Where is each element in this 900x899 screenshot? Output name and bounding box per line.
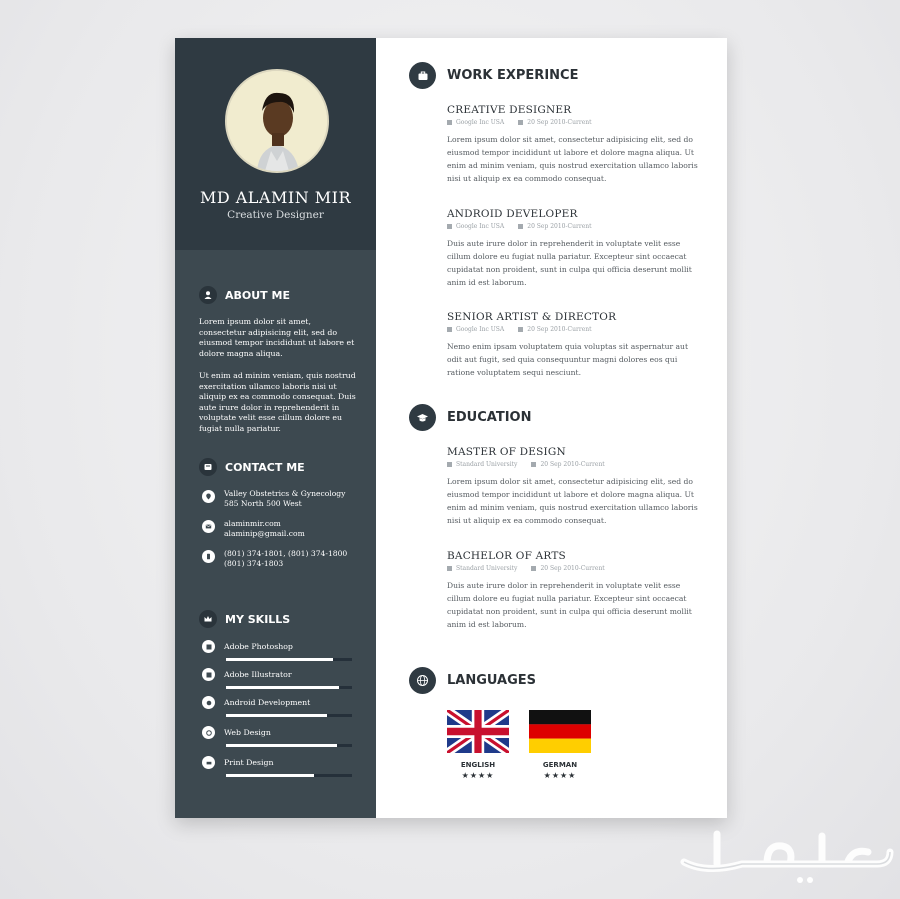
calendar-icon xyxy=(531,462,536,467)
skill-bar-track xyxy=(226,744,352,747)
resume-page xyxy=(175,38,727,818)
contact-address xyxy=(202,489,354,510)
degree-dates: 20 Sep 2010-Current xyxy=(540,461,605,468)
about-heading-label: ABOUT ME xyxy=(225,288,290,302)
job-description: Duis aute irure dolor in reprehenderit in voluptate velit esse cillum dolore eu fugiat nulla pariatur. Excepteur sint occaecat cupidatat non proident, sunt in culpa qui officia deserunt mollit anim id est laborum. xyxy=(447,239,692,287)
calendar-icon xyxy=(518,120,523,125)
haraj-watermark-logo xyxy=(672,822,897,892)
work-heading xyxy=(409,62,578,89)
work-entry xyxy=(447,104,705,185)
job-description: Lorem ipsum dolor sit amet, consectetur adipisicing elit, sed do eiusmod tempor incididunt ut labore et dolore magna aliqua. Ut enim ad minim veniam, quis nostrud exercitation ullamco laboris nisi ut aliquip ex ea commodo consequat. xyxy=(447,135,698,183)
calendar-icon xyxy=(518,327,523,332)
skill-item xyxy=(202,726,353,747)
about-heading xyxy=(199,286,290,304)
education-entry xyxy=(447,446,705,527)
skill-bar-fill xyxy=(226,774,314,777)
id-card-icon xyxy=(199,458,217,476)
profile-role: Creative Designer xyxy=(227,209,324,221)
android-icon xyxy=(202,696,215,709)
degree-description: Duis aute irure dolor in reprehenderit in voluptate velit esse cillum dolore eu fugiat nulla pariatur. Excepteur sint occaecat cupidatat non proident, sunt in culpa qui officia deserunt mollit anim id est laborum. xyxy=(447,581,692,629)
sidebar-profile-panel xyxy=(175,38,376,250)
skill-bar-fill xyxy=(226,744,337,747)
building-icon xyxy=(447,224,452,229)
graduation-cap-icon xyxy=(409,404,436,431)
degree-dates: 20 Sep 2010-Current xyxy=(540,565,605,572)
website-link[interactable]: alaminmir.com xyxy=(224,519,281,528)
institution: Standard University xyxy=(456,461,518,468)
profile-name: MD ALAMIN MIR xyxy=(199,188,352,207)
skills-heading-label: MY SKILLS xyxy=(225,612,291,626)
work-entry xyxy=(447,311,705,379)
skill-label: Web Design xyxy=(224,728,271,737)
user-icon xyxy=(199,286,217,304)
skill-bar-track xyxy=(226,714,352,717)
language-name: GERMAN xyxy=(542,761,578,769)
degree-title: BACHELOR OF ARTS xyxy=(447,550,566,562)
globe-icon xyxy=(202,726,215,739)
globe-icon xyxy=(409,667,436,694)
building-icon xyxy=(447,120,452,125)
calendar-icon xyxy=(518,224,523,229)
institution: Standard University xyxy=(456,565,518,572)
job-description: Nemo enim ipsam voluptatem quia voluptas sit aspernatur aut odit aut fugit, sed quia consequuntur magni dolores eos qui ratione voluptatem sequi nesciunt. xyxy=(447,342,688,377)
skill-item xyxy=(202,756,353,777)
skill-bar-fill xyxy=(226,714,327,717)
skill-bar-fill xyxy=(226,686,339,689)
education-entry xyxy=(447,550,705,631)
job-dates: 20 Sep 2010-Current xyxy=(527,223,592,230)
employer: Google Inc USA xyxy=(456,326,505,333)
skills-heading xyxy=(199,610,290,628)
profile-photo xyxy=(225,69,329,173)
briefcase-icon xyxy=(409,62,436,89)
language-rating: ★★★★ xyxy=(543,771,577,780)
employer: Google Inc USA xyxy=(456,223,505,230)
skill-bar-track xyxy=(226,686,352,689)
skill-item xyxy=(202,640,353,661)
education-heading-label: EDUCATION xyxy=(447,410,532,425)
skill-item xyxy=(202,668,353,689)
building-icon xyxy=(447,327,452,332)
degree-description: Lorem ipsum dolor sit amet, consectetur adipisicing elit, sed do eiusmod tempor incididunt ut labore et dolore magna aliqua. Ut enim ad minim veniam, quis nostrud exercitation ullamco laboris nisi ut aliquip ex ea commodo consequat. xyxy=(447,477,698,525)
education-heading xyxy=(409,404,531,431)
university-icon xyxy=(447,462,452,467)
skill-label: Adobe Photoshop xyxy=(224,642,293,651)
uk-flag-icon xyxy=(447,710,509,753)
phone-line-1: (801) 374-1801, (801) 374-1800 xyxy=(224,549,348,558)
calendar-icon xyxy=(531,566,536,571)
contact-heading-label: CONTACT ME xyxy=(225,460,305,474)
job-title: SENIOR ARTIST & DIRECTOR xyxy=(447,311,617,323)
about-paragraph-2: Ut enim ad minim veniam, quis nostrud exercitation ullamco laboris nisi ut aliquip ex ea commodo consequat. Duis aute irure dolor in reprehenderit in voluptate velit esse cillum dolore eu fugiat nulla pariatur. xyxy=(199,371,356,433)
skill-bar-track xyxy=(226,658,352,661)
printer-icon xyxy=(202,756,215,769)
language-rating: ★★★★ xyxy=(461,771,495,780)
skill-item xyxy=(202,696,353,717)
job-title: CREATIVE DESIGNER xyxy=(447,104,572,116)
skill-bar-track xyxy=(226,774,352,777)
language-name: ENGLISH xyxy=(460,761,496,769)
skill-bar-fill xyxy=(226,658,333,661)
envelope-icon xyxy=(202,520,215,533)
illustrator-icon xyxy=(202,668,215,681)
university-icon xyxy=(447,566,452,571)
languages-heading-label: LANGUAGES xyxy=(447,673,537,688)
job-dates: 20 Sep 2010-Current xyxy=(527,326,592,333)
contact-phone xyxy=(202,549,354,570)
contact-heading xyxy=(199,458,305,476)
skill-label: Print Design xyxy=(224,758,274,767)
about-paragraph-1: Lorem ipsum dolor sit amet, consectetur adipisicing elit, sed do eiusmod tempor incididunt ut labore et dolore magna aliqua. xyxy=(199,317,355,358)
germany-flag-icon xyxy=(529,710,591,753)
skill-label: Android Development xyxy=(224,698,311,707)
photoshop-icon xyxy=(202,640,215,653)
job-title: ANDROID DEVELOPER xyxy=(447,208,578,220)
phone-icon xyxy=(202,550,215,563)
job-dates: 20 Sep 2010-Current xyxy=(527,119,592,126)
skill-label: Adobe Illustrator xyxy=(224,670,292,679)
degree-title: MASTER OF DESIGN xyxy=(447,446,566,458)
location-pin-icon xyxy=(202,490,215,503)
work-entry xyxy=(447,208,705,289)
address-line-2: 585 North 500 West xyxy=(224,499,302,509)
sidebar-details-panel xyxy=(175,250,376,818)
work-heading-label: WORK EXPERINCE xyxy=(447,68,579,83)
languages-heading xyxy=(409,667,536,694)
contact-web-email xyxy=(202,519,354,540)
email-link[interactable]: alaminip@gmail.com xyxy=(224,529,305,539)
address-line-1: Valley Obstetrics & Gynecology xyxy=(224,489,346,498)
employer: Google Inc USA xyxy=(456,119,505,126)
crown-icon xyxy=(199,610,217,628)
phone-line-2: (801) 374-1803 xyxy=(224,559,284,569)
